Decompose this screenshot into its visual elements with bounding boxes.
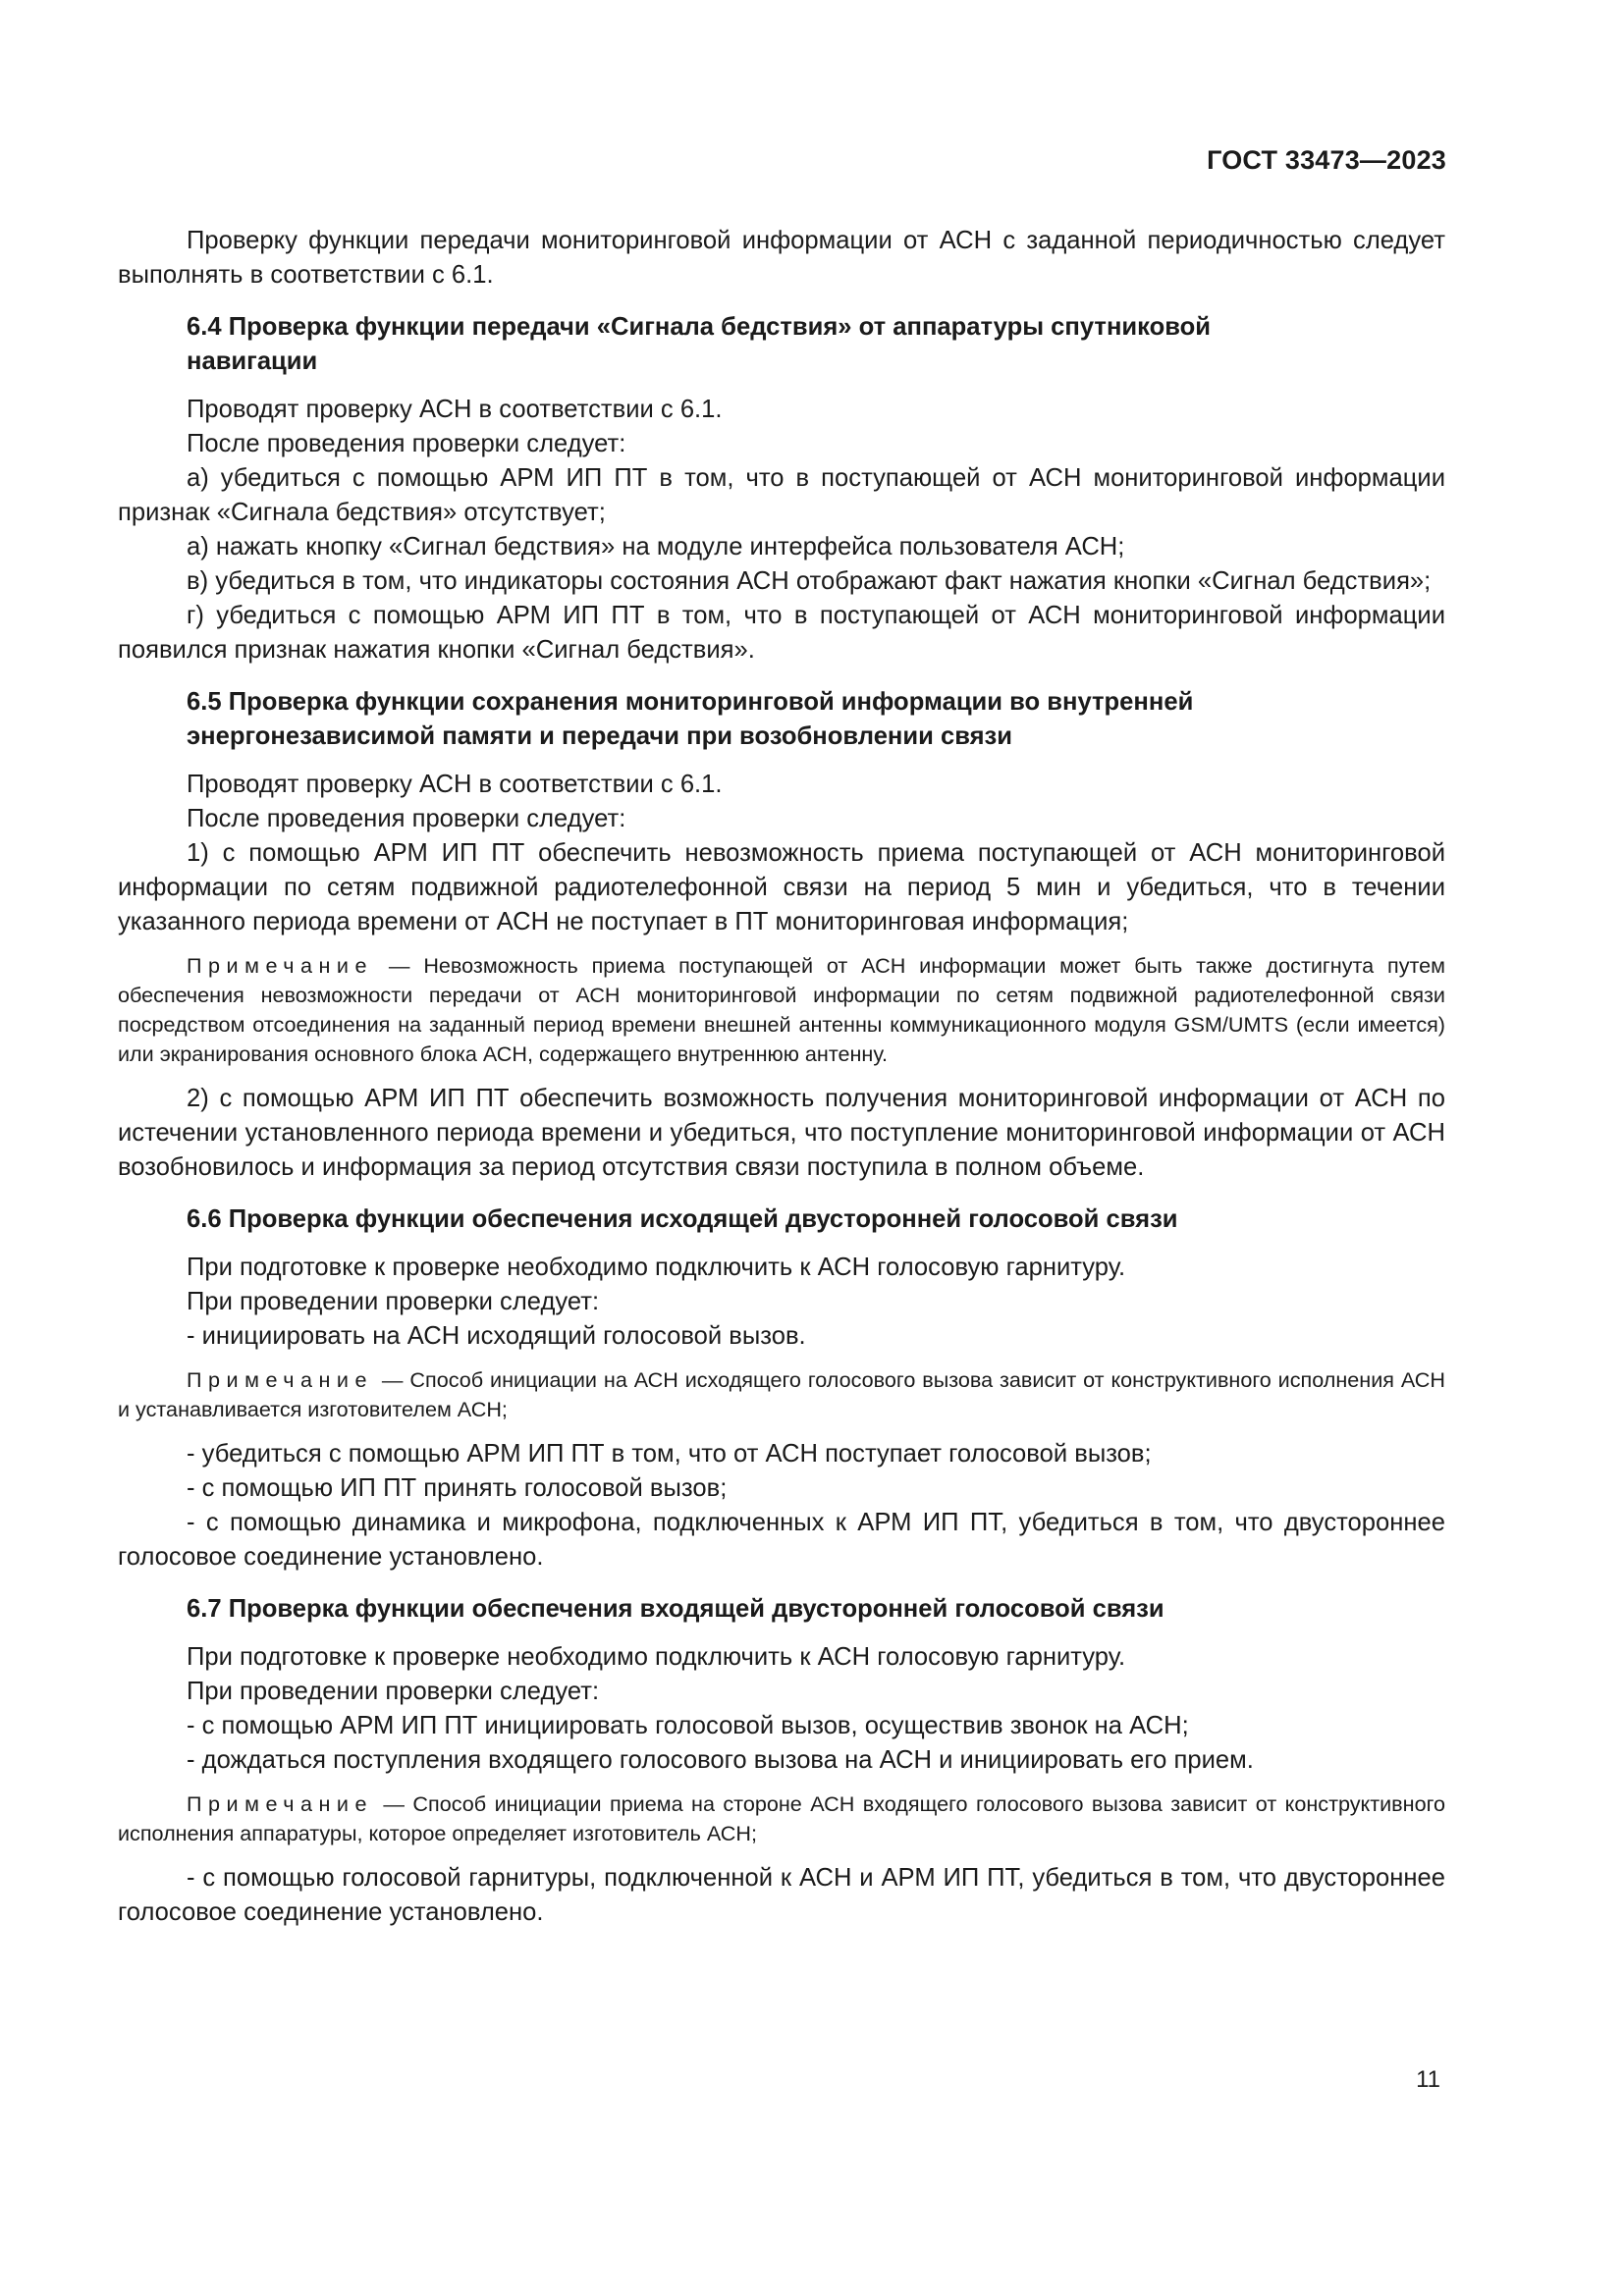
section-6-6-heading: 6.6 Проверка функции обеспечения исходящей двусторонней голосовой связи (187, 1205, 1178, 1233)
paragraph: После проведения проверки следует: (187, 430, 626, 457)
section-6-4-heading: 6.4 Проверка функции передачи «Сигнала бедствия» от аппаратуры спутниковой навигации (187, 313, 1212, 375)
paragraph: При подготовке к проверке необходимо подключить к АСН голосовую гарнитуру. (187, 1643, 1126, 1671)
intro-paragraph: Проверку функции передачи мониторинговой информации от АСН с заданной периодичностью следует выполнять в соответствии с 6.1. (118, 227, 1445, 289)
note-text: — Способ инициации на АСН исходящего голосового вызова зависит от конструктивного исполнения АСН и устанавливается изготовителем АСН; (118, 1367, 1445, 1421)
paragraph: Проводят проверку АСН в соответствии с 6.1. (187, 396, 723, 423)
list-item: г) убедиться с помощью АРМ ИП ПТ в том, что в поступающей от АСН мониторинговой информации появился признак нажатия кнопки «Сигнал бедствия». (118, 602, 1445, 664)
note-label: Примечание (187, 1791, 373, 1816)
list-item: 1) с помощью АРМ ИП ПТ обеспечить невозможность приема поступающей от АСН мониторинговой информации по сетям подвижной радиотелефонной связи на период 5 мин и убедиться, что в течении указанного периода времени от АСН не поступает в ПТ мониторинговая информация; (118, 839, 1445, 935)
paragraph: При проведении проверки следует: (187, 1288, 600, 1315)
document-code: ГОСТ 33473—2023 (1207, 145, 1446, 175)
paragraph: При проведении проверки следует: (187, 1678, 600, 1705)
paragraph: Проводят проверку АСН в соответствии с 6.1. (187, 771, 723, 798)
page-number: 11 (1416, 2066, 1440, 2093)
list-item: - убедиться с помощью АРМ ИП ПТ в том, что от АСН поступает голосовой вызов; (187, 1440, 1152, 1468)
paragraph: После проведения проверки следует: (187, 805, 626, 832)
document-body (118, 224, 1445, 1930)
section-6-7-heading: 6.7 Проверка функции обеспечения входящей двусторонней голосовой связи (187, 1595, 1164, 1623)
list-item: - с помощью голосовой гарнитуры, подключенной к АСН и АРМ ИП ПТ, убедиться в том, что двустороннее голосовое соединение установлено. (118, 1864, 1445, 1926)
note-text: — Невозможность приема поступающей от АСН информации может быть также достигнута путем обеспечения невозможности передачи от АСН мониторинговой информации по сетям подвижной радиотелефонной связи посредством отсоединения на заданный период времени внешней антенны коммуникационного модуля GSM/UMTS (если имеется) или экранирования основного блока АСН, содержащего внутреннюю антенну. (118, 953, 1446, 1066)
note (118, 951, 1445, 1069)
note-label: Примечание (187, 1367, 373, 1392)
list-item: 2) с помощью АРМ ИП ПТ обеспечить возможность получения мониторинговой информации от АСН по истечении установленного периода времени и убедиться, что поступление мониторинговой информации от АСН возобновилось и информация за период отсутствия связи поступила в полном объеме. (118, 1085, 1445, 1181)
list-item: - с помощью ИП ПТ принять голосовой вызов; (187, 1474, 728, 1502)
paragraph: При подготовке к проверке необходимо подключить к АСН голосовую гарнитуру. (187, 1254, 1126, 1281)
list-item: - с помощью АРМ ИП ПТ инициировать голосовой вызов, осуществив звонок на АСН; (187, 1712, 1189, 1739)
list-item: - с помощью динамика и микрофона, подключенных к АРМ ИП ПТ, убедиться в том, что двустороннее голосовое соединение установлено. (118, 1509, 1445, 1571)
note (118, 1789, 1445, 1848)
note (118, 1365, 1445, 1424)
list-item: - инициировать на АСН исходящий голосовой вызов. (187, 1322, 806, 1350)
list-item: а) убедиться с помощью АРМ ИП ПТ в том, что в поступающей от АСН мониторинговой информации признак «Сигнала бедствия» отсутствует; (118, 464, 1445, 526)
note-text: — Способ инициации приема на стороне АСН входящего голосового вызова зависит от конструктивного исполнения аппаратуры, которое определяет изготовитель АСН; (118, 1791, 1445, 1845)
note-label: Примечание (187, 953, 373, 978)
list-item: а) нажать кнопку «Сигнал бедствия» на модуле интерфейса пользователя АСН; (187, 533, 1125, 561)
section-6-5-heading: 6.5 Проверка функции сохранения мониторинговой информации во внутренней энергонезависимой памяти и передачи при возобновлении связи (187, 688, 1194, 750)
list-item: - дождаться поступления входящего голосового вызова на АСН и инициировать его прием. (187, 1746, 1254, 1774)
list-item: в) убедиться в том, что индикаторы состояния АСН отображают факт нажатия кнопки «Сигнал бедствия»; (187, 567, 1432, 595)
